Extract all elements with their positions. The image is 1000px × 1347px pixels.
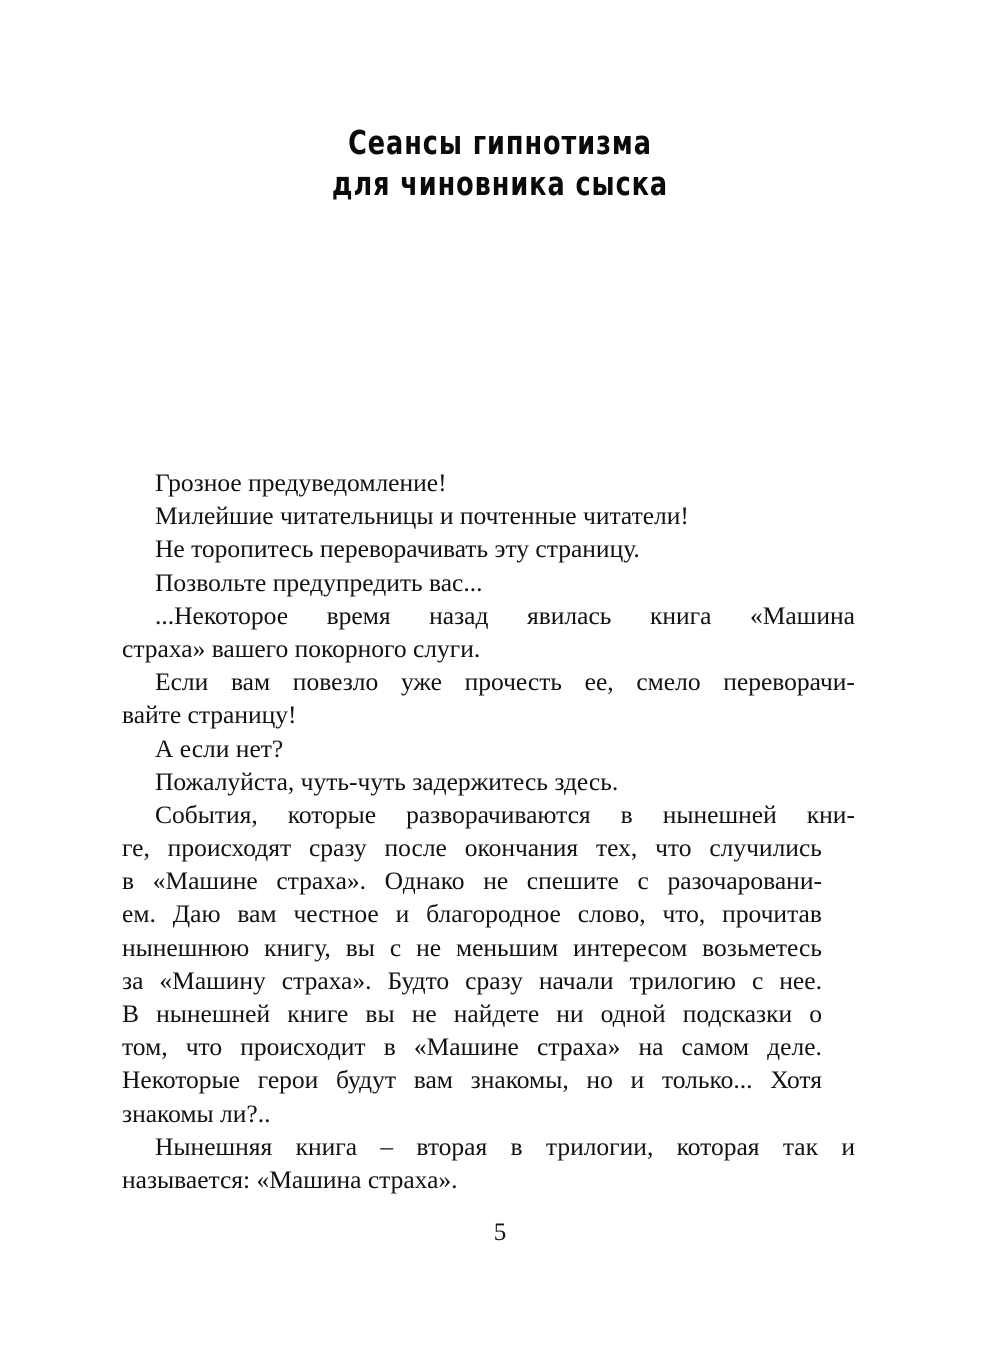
text-word: за [122,965,144,995]
text-word: книгу, [264,932,331,962]
page-number: 5 [493,1219,507,1246]
chapter-title-line-1: Сеансы гипнотизма [348,123,652,163]
text-word: События, [155,799,258,829]
text-word: прочесть [464,667,562,697]
text-word: разочаровани- [667,866,822,896]
text-word: интересом [573,932,688,962]
text-word: ни [556,999,584,1028]
text-word: ем. [122,899,156,929]
text-word: назад [429,600,489,630]
text-word: Нынешняя [155,1131,273,1161]
text-line [122,1130,855,1163]
text-word: тех, [595,833,638,863]
text-word: вы [365,999,395,1028]
text-word: честное [293,899,379,929]
text-word: Хотя [770,1065,822,1095]
text-line [122,931,822,964]
text-line [122,997,822,1030]
text-line [122,1030,822,1063]
text-word: прочитав [722,899,822,929]
text-word: страха». [281,965,372,995]
text-line [122,599,855,632]
text-word: и [630,1065,645,1095]
text-line [122,1063,822,1096]
text-word: «Машину [159,965,266,995]
text-word: и [841,1131,855,1161]
text-line [122,964,822,997]
text-word: с [389,932,402,962]
text-line: знакомы ли?.. [122,1098,271,1128]
text-word: будут [336,1065,397,1095]
text-word: в [620,799,633,829]
text-line [122,864,822,897]
text-word: окончания [464,833,579,863]
text-word: трилогию [629,965,736,995]
text-word: книга [295,1131,358,1161]
text-word: смело [636,667,701,697]
text-word: знакомы, [470,1065,569,1095]
text-word: том, [122,1032,168,1062]
text-word: что [655,833,692,863]
text-word: в [510,1131,523,1161]
text-line [122,798,855,831]
text-word: найдете [453,999,540,1028]
text-word: трилогии, [545,1131,654,1161]
text-word: кни- [806,799,855,829]
text-word: подсказки [682,999,793,1028]
text-word: ге, [122,833,150,863]
text-word: в [383,1032,396,1062]
text-word: нынешней [156,999,271,1028]
text-word: вам [237,899,277,929]
text-word: сразу [465,965,523,995]
text-word: одной [600,999,666,1028]
text-line: А если нет? [155,733,284,763]
text-word: случились [709,833,822,863]
text-word: страха» [537,1032,621,1062]
text-word: деле. [767,1032,822,1062]
text-word: с [751,965,764,995]
text-word: начали [538,965,614,995]
body-text-block [122,466,855,1196]
text-word: не [416,932,442,962]
text-line [122,897,822,930]
text-word: которые [287,799,377,829]
text-word: что [185,1032,223,1062]
text-word: уже [400,667,442,697]
text-word: время [326,600,391,630]
text-word: происходят [167,833,292,863]
text-word: Некоторые [122,1065,240,1095]
text-word: разворачиваются [406,799,591,829]
text-word: «Машине [413,1032,519,1062]
text-line: Пожалуйста, чуть-чуть задержитесь здесь. [155,766,619,796]
text-word: «Машина [749,600,855,630]
chapter-title [70,122,930,204]
text-word: и [395,899,410,929]
text-word: нее. [779,965,822,995]
text-word: на [638,1032,664,1062]
text-word: с [637,866,649,896]
text-line [122,831,822,864]
text-word: о [809,999,822,1028]
text-word: переворачи- [723,667,855,697]
text-line: вайте страницу! [122,700,297,730]
text-word: Однако [384,866,465,896]
text-word: которая [676,1131,760,1161]
text-word: вам [413,1065,453,1095]
chapter-title-line-2: для чиновника сыска [331,164,669,204]
text-line [122,665,855,698]
text-word: только... [661,1065,753,1095]
text-line: страха» вашего покорного слуги. [122,633,481,663]
text-line: Позвольте предупредить вас... [155,567,483,597]
text-line: Грозное предуведомление! [155,468,447,497]
text-word: благородное [426,899,561,929]
text-word: книга [649,600,712,630]
text-word: меньшим [455,932,559,962]
text-word: нынешней [662,799,777,829]
text-word: после [384,833,447,863]
text-word: нынешнюю [122,932,250,962]
text-word: происходит [240,1032,366,1062]
text-word: герои [257,1065,319,1095]
text-word: ее, [584,667,614,697]
text-word: сразу [308,833,367,863]
text-word: так [782,1131,818,1161]
text-word: повезло [292,667,379,697]
text-line: Не торопитесь переворачивать эту страницу. [155,534,640,564]
text-word: «Машине [152,866,258,896]
text-line: Милейшие читательницы и почтенные читатели! [155,501,689,531]
text-word: явилась [526,600,612,630]
text-word: слово, [577,899,646,929]
text-line: называется: «Машина страха». [122,1164,458,1194]
text-word: страха». [276,866,367,896]
text-word: самом [681,1032,750,1062]
text-word: вторая [416,1131,488,1161]
text-word: спешите [526,866,619,896]
text-word: вы [345,932,375,962]
text-word: Даю [172,899,221,929]
text-word: Если [155,667,209,697]
text-word: В [122,999,140,1028]
text-word: не [411,999,437,1028]
text-word: в [122,866,135,896]
text-word: – [380,1131,394,1161]
text-word: книге [287,999,349,1028]
text-word: не [483,866,509,896]
text-word: что, [662,899,706,929]
text-word: но [586,1065,613,1095]
text-word: ...Некоторое [155,600,289,630]
text-word: возьметесь [702,932,822,962]
text-word: Будто [387,965,450,995]
text-word: вам [230,667,271,697]
